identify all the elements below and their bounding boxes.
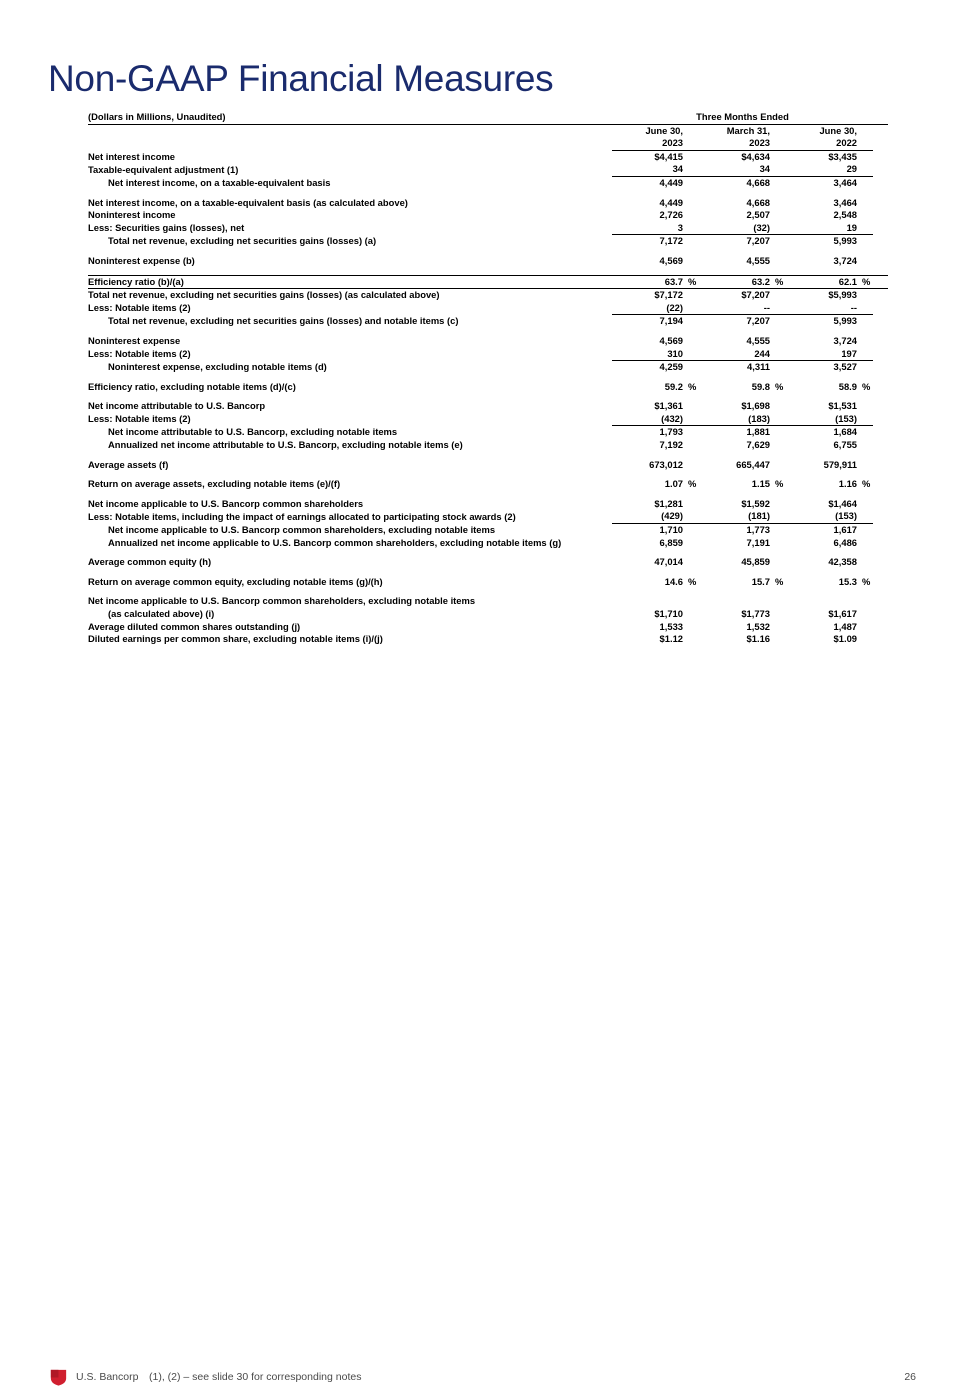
row-value: 579,911 <box>823 458 857 470</box>
spacer-row <box>88 328 888 335</box>
row-value: 15.7 <box>751 575 770 587</box>
row-value: 4,555 <box>746 334 770 346</box>
row-value: 3 <box>612 222 683 235</box>
row-label: Diluted earnings per common share, excluding notable items (i)/(j) <box>88 633 383 645</box>
row-value: $1,617 <box>828 608 857 619</box>
table-row <box>88 348 888 361</box>
table-row <box>88 510 888 523</box>
spacer-row <box>88 268 888 276</box>
table-row <box>88 176 888 189</box>
row-label: (as calculated above) (i) <box>108 608 215 619</box>
row-label: Return on average assets, excluding notable items (e)/(f) <box>88 478 341 490</box>
table-row <box>88 235 888 248</box>
table-row <box>88 459 888 472</box>
row-value: (183) <box>699 413 770 426</box>
row-value: 58.9 <box>838 380 857 392</box>
row-value: 4,569 <box>659 334 683 346</box>
row-value: (181) <box>699 510 770 523</box>
row-value: 7,191 <box>746 536 770 548</box>
row-value: 7,194 <box>659 315 683 327</box>
row-label: Net interest income <box>88 150 176 162</box>
table-row <box>88 439 888 452</box>
row-label: Net income applicable to U.S. Bancorp common shareholders, excluding notable items <box>108 524 496 536</box>
row-label: Efficiency ratio (b)/(a) <box>88 275 612 289</box>
table-row <box>88 222 888 235</box>
row-value: $3,435 <box>828 150 857 162</box>
row-label: Efficiency ratio, excluding notable items (d)/(c) <box>88 380 296 392</box>
row-value: $1,698 <box>741 400 770 412</box>
row-label: Average diluted common shares outstanding (j) <box>88 620 301 632</box>
table-row <box>88 556 888 569</box>
row-value: -- <box>786 302 857 315</box>
table-row <box>88 595 888 608</box>
table-row <box>88 197 888 210</box>
row-value: -- <box>699 302 770 315</box>
row-value: $1.16 <box>746 633 770 645</box>
page-number: 26 <box>904 1371 916 1383</box>
row-label: Annualized net income applicable to U.S. Bancorp common shareholders, excluding notable items (g) <box>108 536 562 548</box>
col-year: 2023 <box>612 137 683 150</box>
row-value: (22) <box>612 302 683 315</box>
row-label: Net income attributable to U.S. Bancorp <box>88 400 266 412</box>
row-value: 19 <box>786 222 857 235</box>
spacer-row <box>88 374 888 381</box>
spacer-row <box>88 549 888 556</box>
row-label: Noninterest expense <box>88 334 181 346</box>
row-value: 1,773 <box>746 524 770 536</box>
row-value: 1,881 <box>746 426 770 438</box>
units-label: (Dollars in Millions, Unaudited) <box>88 111 612 124</box>
table-row <box>88 255 888 268</box>
row-value: 34 <box>699 163 770 176</box>
row-value: 2,548 <box>833 209 857 221</box>
row-value: $7,207 <box>699 289 770 302</box>
row-value: 29 <box>786 163 857 176</box>
row-value: 1.15 <box>751 478 770 490</box>
row-label: Less: Notable items (2) <box>88 413 191 425</box>
period-label: Three Months Ended <box>612 111 873 124</box>
table-row <box>88 478 888 491</box>
table-row <box>88 537 888 550</box>
table-row <box>88 426 888 439</box>
percent-sign: % <box>688 380 697 392</box>
table-row <box>88 315 888 328</box>
row-value: 4,668 <box>746 176 770 188</box>
row-label: Taxable-equivalent adjustment (1) <box>88 163 239 175</box>
date-row-month <box>88 124 888 137</box>
row-value: 6,859 <box>659 536 683 548</box>
row-value: 7,207 <box>699 235 770 248</box>
row-value: 4,449 <box>659 176 683 188</box>
table-row <box>88 381 888 394</box>
row-value: (153) <box>786 413 857 426</box>
row-value: 45,859 <box>741 556 770 568</box>
row-label: Net income attributable to U.S. Bancorp, excluding notable items <box>108 426 398 438</box>
row-value: 62.1 <box>786 275 857 289</box>
table-row <box>88 576 888 589</box>
row-value: 1,793 <box>659 426 683 438</box>
table-row <box>88 361 888 374</box>
row-value: 4,555 <box>746 254 770 266</box>
row-value: 3,527 <box>833 361 857 373</box>
percent-sign: % <box>688 575 697 587</box>
row-value: $4,634 <box>741 150 770 162</box>
row-value: 42,358 <box>828 556 857 568</box>
percent-sign: % <box>688 478 697 490</box>
table-row <box>88 524 888 537</box>
table-row <box>88 289 888 302</box>
spacer-row <box>88 248 888 255</box>
table-row <box>88 150 888 163</box>
spacer-row <box>88 471 888 478</box>
percent-sign: % <box>775 575 784 587</box>
row-value: 1,710 <box>659 524 683 536</box>
row-value: 1,532 <box>746 620 770 632</box>
row-value: 1,533 <box>659 620 683 632</box>
row-value: 6,755 <box>833 439 857 451</box>
row-value: $5,993 <box>786 289 857 302</box>
col-year: 2023 <box>699 137 770 150</box>
spacer-row <box>88 569 888 576</box>
row-value: 7,192 <box>659 439 683 451</box>
row-value: 2,507 <box>746 209 770 221</box>
row-value: $1,592 <box>741 497 770 509</box>
table-row <box>88 608 888 621</box>
row-value: $1,531 <box>828 400 857 412</box>
row-label: Less: Notable items (2) <box>88 302 191 314</box>
row-value: 244 <box>699 348 770 361</box>
row-label: Average common equity (h) <box>88 556 212 568</box>
footnote: (1), (2) – see slide 30 for corresponding notes <box>149 1371 362 1383</box>
percent-sign: % <box>857 275 873 289</box>
row-value: 7,629 <box>746 439 770 451</box>
row-label: Less: Notable items (2) <box>88 348 191 359</box>
row-label: Total net revenue, excluding net securities gains (losses) and notable items (c) <box>108 315 459 327</box>
col-year: 2022 <box>786 137 857 150</box>
row-value: 1.07 <box>664 478 683 490</box>
row-value: 1,617 <box>833 524 857 536</box>
row-label: Total net revenue, excluding net securities gains (losses) (a) <box>108 235 377 247</box>
row-value: 7,172 <box>612 235 683 248</box>
percent-sign: % <box>862 575 871 587</box>
col-date: March 31, <box>726 124 770 136</box>
percent-sign: % <box>770 275 786 289</box>
row-value: 1.16 <box>838 478 857 490</box>
row-value: 15.3 <box>838 575 857 587</box>
table-row <box>88 209 888 222</box>
financial-table <box>88 111 888 646</box>
row-value: 1,487 <box>833 620 857 632</box>
table-row <box>88 163 888 176</box>
row-value: 4,259 <box>659 361 683 373</box>
row-label: Return on average common equity, excluding notable items (g)/(h) <box>88 575 383 587</box>
row-value: 197 <box>786 348 857 361</box>
percent-sign: % <box>683 275 699 289</box>
spacer-row <box>88 190 888 197</box>
table-row <box>88 413 888 426</box>
row-value: $1.12 <box>659 633 683 645</box>
row-value: $1,361 <box>654 400 683 412</box>
table-row <box>88 275 888 289</box>
footer <box>0 683 960 1383</box>
row-value: 3,464 <box>833 176 857 188</box>
row-value: (153) <box>786 510 857 523</box>
spacer-row <box>88 588 888 595</box>
row-value: (432) <box>612 413 683 426</box>
row-value: 4,449 <box>659 196 683 208</box>
row-value <box>699 595 770 608</box>
col-date: June 30, <box>645 124 683 136</box>
spacer-row <box>88 393 888 400</box>
row-label: Noninterest expense, excluding notable items (d) <box>108 361 327 373</box>
table-row <box>88 400 888 413</box>
row-value: 34 <box>612 163 683 176</box>
row-value: $4,415 <box>654 150 683 162</box>
row-value: 4,569 <box>659 254 683 266</box>
row-label: Net interest income, on a taxable-equivalent basis <box>108 176 331 188</box>
table-row <box>88 302 888 315</box>
row-value <box>612 595 683 608</box>
table-row <box>88 621 888 634</box>
row-value: $1,773 <box>741 608 770 619</box>
row-value: 673,012 <box>649 458 683 470</box>
row-value: 3,724 <box>833 254 857 266</box>
percent-sign: % <box>775 478 784 490</box>
us-bancorp-shield-logo <box>50 1369 67 1386</box>
row-label: Net interest income, on a taxable-equivalent basis (as calculated above) <box>88 196 408 208</box>
row-value: 63.2 <box>699 275 770 289</box>
table-row <box>88 498 888 511</box>
row-label: Annualized net income attributable to U.S. Bancorp, excluding notable items (e) <box>108 439 463 451</box>
page-title: Non-GAAP Financial Measures <box>48 58 554 99</box>
row-value: 47,014 <box>654 556 683 568</box>
row-label: Less: Notable items, including the impact of earnings allocated to participating stock awards (2) <box>88 510 516 522</box>
row-label: Net income applicable to U.S. Bancorp common shareholders, excluding notable items <box>88 595 476 607</box>
percent-sign: % <box>775 380 784 392</box>
percent-sign: % <box>862 478 871 490</box>
row-value <box>786 595 857 608</box>
row-value: (32) <box>699 222 770 235</box>
row-value: 310 <box>612 348 683 361</box>
row-value: (429) <box>612 510 683 523</box>
row-value: 5,993 <box>786 235 857 248</box>
row-label: Total net revenue, excluding net securities gains (losses) (as calculated above) <box>88 289 612 302</box>
row-value: $1,464 <box>828 497 857 509</box>
row-value: $7,172 <box>612 289 683 302</box>
table-header-row <box>88 111 888 124</box>
row-value: $1,281 <box>654 497 683 509</box>
table-row <box>88 335 888 348</box>
row-value: 3,724 <box>833 334 857 346</box>
col-date: June 30, <box>819 124 857 136</box>
row-label: Noninterest expense (b) <box>88 254 195 266</box>
row-value: 4,311 <box>747 361 770 373</box>
row-label: Less: Securities gains (losses), net <box>88 222 245 234</box>
row-value: 3,464 <box>833 196 857 208</box>
row-value: $1.09 <box>833 633 857 645</box>
date-row-year <box>88 137 888 150</box>
table-row <box>88 633 888 646</box>
row-value: 1,684 <box>833 426 857 438</box>
spacer-row <box>88 491 888 498</box>
row-value: 2,726 <box>659 209 683 221</box>
row-value: 59.8 <box>751 380 770 392</box>
row-label: Net income applicable to U.S. Bancorp common shareholders <box>88 497 364 509</box>
row-label: Noninterest income <box>88 209 176 221</box>
percent-sign: % <box>862 380 871 392</box>
row-label: Average assets (f) <box>88 458 169 470</box>
row-value: 7,207 <box>746 315 770 327</box>
row-value: 4,668 <box>746 196 770 208</box>
row-value: $1,710 <box>654 608 683 619</box>
row-value: 5,993 <box>833 315 857 327</box>
spacer-row <box>88 452 888 459</box>
row-value: 59.2 <box>664 380 683 392</box>
row-value: 14.6 <box>664 575 683 587</box>
row-value: 6,486 <box>833 536 857 548</box>
row-value: 665,447 <box>736 458 770 470</box>
brand-name: U.S. Bancorp <box>76 1371 139 1383</box>
row-value: 63.7 <box>612 275 683 289</box>
